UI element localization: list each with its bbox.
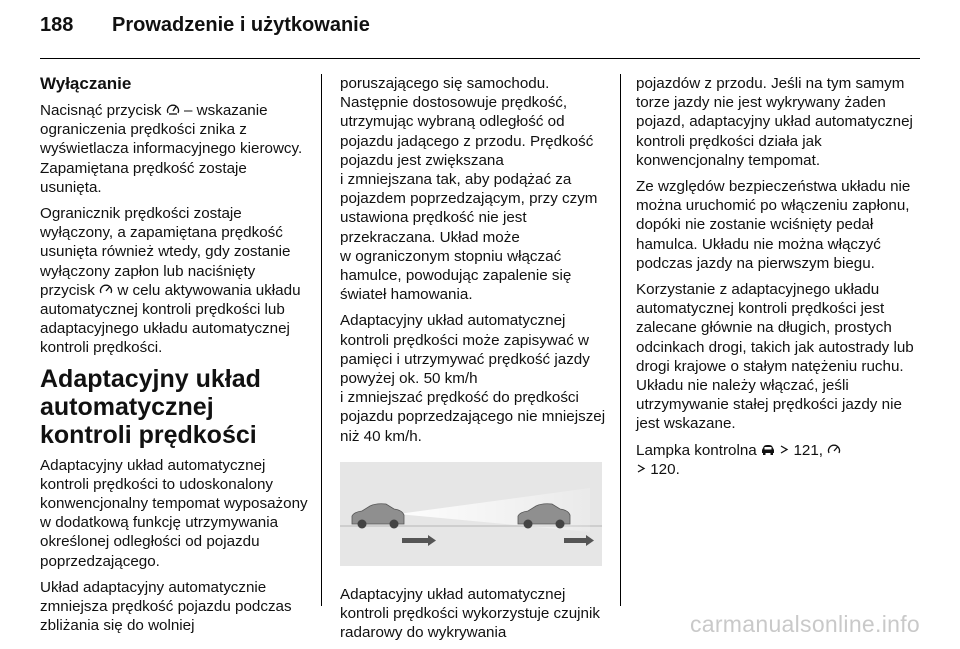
page-number: 188 xyxy=(40,14,74,36)
paragraph: poruszającego się samochodu. Następnie dostosowuje prędkość, utrzymując wybraną odległość od pojazdu jadącego z przodu. Prędkość pojazdu jest zwiększana xyxy=(340,75,594,169)
paragraph: i zmniejszać prędkość do prędkości pojazdu poprzedzającego nie mniejszej niż 40 km/h. xyxy=(340,389,606,445)
text-run: w celu aktywowania układu automatycznej kontroli prędkości lub adaptacyjnego układu automatycznej kontroli prędkości. xyxy=(40,281,301,357)
page-title: Prowadzenie i użytkowanie xyxy=(112,14,370,36)
subheading-disable: Wyłączanie xyxy=(40,74,132,93)
paragraph: Adaptacyjny układ automatycznej kontroli prędkości może zapisywać w pamięci i utrzymywać prędkość jazdy powyżej ok. 50 km/h xyxy=(340,312,590,388)
text-run: Lampka kontrolna xyxy=(636,441,757,459)
page-reference-icon[interactable] xyxy=(779,442,789,459)
paragraph: i zmniejszana tak, aby podążać za pojazdem poprzedzającym, przy czym ustawiona prędkość nie jest przekraczana. Układ może xyxy=(340,171,598,246)
column-2 xyxy=(340,74,610,649)
column-3 xyxy=(636,74,918,486)
column-1 xyxy=(40,74,310,642)
text-run: – wskazanie ograniczenia prędkości znika z wyświetlacza informacyjnego kierowcy. Zapamiętana prędkość zostaje usunięta. xyxy=(40,102,303,196)
text-run: Ogranicznik prędkości zostaje wyłączony, a zapamiętana prędkość usunięta również wtedy, gdy zostanie wyłączony zapłon lub naciśnięty przycisk xyxy=(40,205,291,299)
paragraph: Adaptacyjny układ automatycznej kontroli prędkości to udoskonalony konwencjonalny tempomat wyposażony w dodatkową funkcję utrzymywania określonej odległości od pojazdu poprzedzającego. xyxy=(40,456,308,570)
column-divider xyxy=(321,74,322,606)
section-heading: Adaptacyjny układ automatycznej kontroli prędkości xyxy=(40,364,261,449)
cruise-control-icon xyxy=(99,282,113,298)
page-reference-link[interactable]: 121, xyxy=(793,441,823,459)
direction-arrow xyxy=(564,535,594,546)
text-run: Nacisnąć przycisk xyxy=(40,102,162,119)
paragraph xyxy=(40,101,310,197)
header-rule xyxy=(40,58,920,59)
direction-arrow xyxy=(402,535,436,546)
speed-limiter-icon xyxy=(166,102,180,118)
page-reference-icon[interactable] xyxy=(636,461,646,478)
watermark: carmanualsonline.info xyxy=(689,611,920,637)
paragraph: w ograniczonym stopniu włączać hamulce, powodując zapalenie się świateł hamowania. xyxy=(340,247,572,304)
paragraph: Ze względów bezpieczeństwa układu nie można uruchomić po włączeniu zapłonu, dopóki nie zostanie wciśnięty pedał hamulca. Układu nie można włączyć podczas jazdy na pierwszym biegu. xyxy=(636,178,911,272)
cruise-control-icon xyxy=(827,442,841,459)
paragraph: Korzystanie z adaptacyjnego układu automatycznej kontroli prędkości jest zalecane głównie na długich, prostych odcinkach drogi, takich jak autostrady lub drogi krajowe o stałym natężeniu ruchu. Układu nie należy włączać, jeśli utrzymywanie stałej prędkości jazdy nie jest wskazane. xyxy=(636,281,914,433)
page-reference-link[interactable]: 120. xyxy=(650,460,680,478)
paragraph: Układ adaptacyjny automatycznie zmniejsza prędkość pojazdu podczas zbliżania się do wolniej xyxy=(40,578,292,635)
paragraph: Adaptacyjny układ automatycznej kontroli prędkości wykorzystuje czujnik radarowy do wykrywania xyxy=(340,585,600,642)
paragraph xyxy=(40,204,310,358)
paragraph xyxy=(636,441,918,479)
page-header xyxy=(40,14,370,37)
own-car xyxy=(352,504,404,529)
column-divider xyxy=(620,74,621,606)
paragraph: pojazdów z przodu. Jeśli na tym samym torze jazdy nie jest wykrywany żaden pojazd, adaptacyjny układ automatycznej kontroli prędkości działa jak konwencjonalny tempomat. xyxy=(636,75,913,169)
car-warning-lamp-icon xyxy=(761,442,775,459)
radar-illustration xyxy=(340,462,602,566)
